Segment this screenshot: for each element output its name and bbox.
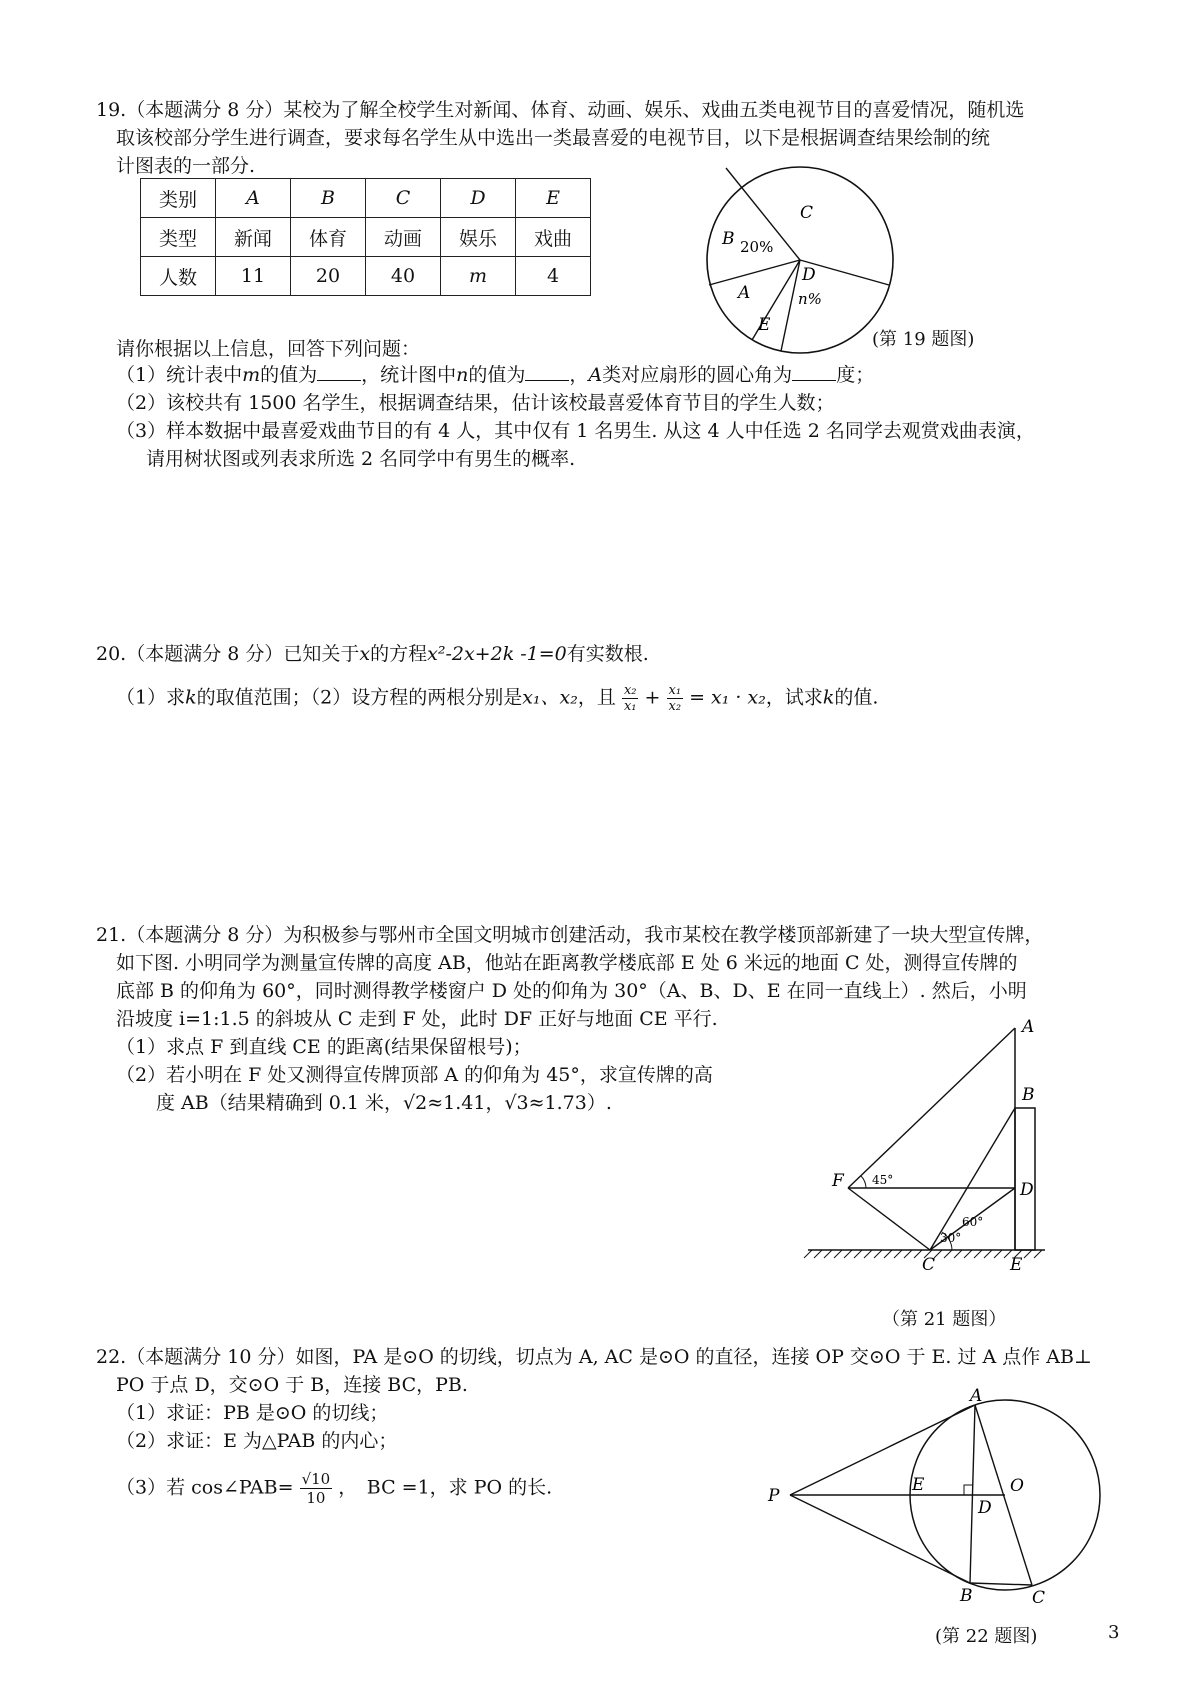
q22-stem-line2: PO 于点 D，交⊙O 于 B，连接 BC，PB. [116, 1374, 468, 1396]
table-row [141, 257, 591, 296]
table-cell: 体育 [291, 218, 366, 257]
label-d: D [978, 1498, 992, 1518]
q22-part1: （1）求证：PB 是⊙O 的切线； [116, 1402, 389, 1424]
q21-figure [800, 1017, 1060, 1280]
q19-figure-caption: (第 19 题图) [872, 329, 975, 350]
table-cell: 新闻 [216, 218, 291, 257]
label-c: C [922, 1255, 936, 1275]
pie-label-b: B [722, 229, 735, 249]
line-bc [970, 1583, 1032, 1585]
table-cell: 类别 [141, 179, 216, 218]
q22-part3: （3）若 cos∠PAB= $\frac{√10}{10}$ ， BC =1，求 PO 的长. [116, 1470, 553, 1507]
q20-part1: （1）求k的取值范围；（2）设方程的两根分别是x₁、x₂，且 $\frac{\text{x₂}}{\text{x₁}}$ + $\frac{\text{x₁}}{\text{x₂}}$ = x₁ · x₂，试求k的值. [116, 683, 879, 714]
answer-blank [525, 362, 569, 381]
label-c: C [1032, 1588, 1046, 1608]
answer-blank [317, 362, 361, 381]
q21-stem-line3: 底部 B 的仰角为 60°，同时测得教学楼窗户 D 处的仰角为 30°（A、B、D、E 在同一直线上）. 然后，小明 [116, 980, 1027, 1002]
q21-stem-line4: 沿坡度 i=1:1.5 的斜坡从 C 走到 F 处，此时 DF 正好与地面 CE 平行. [116, 1008, 718, 1030]
table-cell: 动画 [366, 218, 441, 257]
table-cell: B [291, 179, 366, 218]
table-cell: 40 [366, 257, 441, 296]
pie-label-e: E [758, 315, 771, 335]
q21-figure-caption: （第 21 题图） [882, 1309, 1007, 1330]
q19-stem-line2: 取该校部分学生进行调查，要求每名学生从中选出一类最喜爱的电视节目，以下是根据调查结果绘制的统 [116, 127, 991, 149]
label-angle-30: 30° [940, 1231, 962, 1245]
q21-part2-line1: （2）若小明在 F 处又测得宣传牌顶部 A 的仰角为 45°，求宣传牌的高 [116, 1064, 713, 1086]
label-o: O [1010, 1476, 1024, 1496]
q19-stem-line3: 计图表的一部分. [116, 155, 256, 177]
page-number: 3 [1108, 1622, 1120, 1643]
pie-label-a: A [738, 283, 751, 303]
table-cell: 20 [291, 257, 366, 296]
pie-label-b-percent: 20% [740, 238, 774, 256]
table-cell: 类型 [141, 218, 216, 257]
table-cell: 4 [516, 257, 591, 296]
table-row [141, 179, 591, 218]
q20-fraction-2: $\frac{\text{x₁}}{\text{x₂}}$ [668, 683, 682, 714]
answer-blank [792, 362, 836, 381]
line-fa [848, 1028, 1015, 1188]
pie-radius [709, 260, 800, 285]
q22-figure-caption: (第 22 题图) [935, 1626, 1038, 1647]
table-cell: m [441, 257, 516, 296]
label-a: A [1022, 1017, 1035, 1037]
label-d: D [1020, 1180, 1034, 1200]
q19-stem-line1: 19.（本题满分 8 分）某校为了解全校学生对新闻、体育、动画、娱乐、戏曲五类电视节目的喜爱情况，随机选 [96, 99, 1025, 121]
table-cell: 11 [216, 257, 291, 296]
table-cell: A [216, 179, 291, 218]
sign-board [1015, 1108, 1035, 1250]
q19-stat-table [140, 178, 591, 296]
q20-equation: x²-2x+2k -1=0 [427, 643, 567, 665]
label-e: E [1010, 1255, 1023, 1275]
angle-arc-45 [861, 1176, 866, 1188]
table-cell: E [516, 179, 591, 218]
table-cell: 人数 [141, 257, 216, 296]
q22-stem-line1: 22.（本题满分 10 分）如图，PA 是⊙O 的切线，切点为 A, AC 是⊙O 的直径，连接 OP 交⊙O 于 E. 过 A 点作 AB⊥ [96, 1346, 1092, 1368]
label-f: F [832, 1171, 844, 1191]
label-b: B [1022, 1085, 1035, 1105]
label-angle-45: 45° [872, 1173, 894, 1187]
table-cell: C [366, 179, 441, 218]
label-p: P [768, 1486, 780, 1506]
q19-part2: （2）该校共有 1500 名学生，根据调查结果，估计该校最喜爱体育节目的学生人数； [116, 392, 835, 414]
line-fc [848, 1188, 930, 1250]
label-e: E [912, 1475, 925, 1495]
q22-fraction: $\frac{√10}{10}$ [301, 1470, 331, 1507]
table-row [141, 218, 591, 257]
table-cell: D [441, 179, 516, 218]
table-cell: 戏曲 [516, 218, 591, 257]
q19-part1: （1）统计表中m的值为 ，统计图中n的值为 ，A类对应扇形的圆心角为 度； [116, 364, 875, 386]
right-angle-mark [964, 1485, 973, 1495]
q20-stem: 20.（本题满分 8 分）已知关于x的方程x²-2x+2k -1=0有实数根. [96, 643, 649, 665]
q21-part2-line2: 度 AB（结果精确到 0.1 米，√2≈1.41，√3≈1.73）. [156, 1092, 612, 1114]
label-a: A [970, 1386, 983, 1406]
pie-label-d: D [802, 265, 816, 285]
label-b: B [960, 1586, 973, 1606]
line-pb [790, 1495, 970, 1583]
q22-part2: （2）求证：E 为△PAB 的内心； [116, 1430, 398, 1452]
q19-part3-line2: 请用树状图或列表求所选 2 名同学中有男生的概率. [146, 448, 576, 470]
table-cell: 娱乐 [441, 218, 516, 257]
q22-figure [760, 1386, 1080, 1608]
pie-label-d-percent: n% [798, 290, 822, 308]
label-angle-60: 60° [962, 1215, 984, 1229]
q21-stem-line1: 21.（本题满分 8 分）为积极参与鄂州市全国文明城市创建活动，我市某校在教学楼顶部新建了一块大型宣传牌， [96, 924, 1044, 946]
q20-fraction-1: $\frac{\text{x₂}}{\text{x₁}}$ [623, 683, 637, 714]
line-pa [790, 1405, 975, 1495]
line-ab [970, 1405, 975, 1583]
q21-part1: （1）求点 F 到直线 CE 的距离(结果保留根号)； [116, 1036, 532, 1058]
q19-part3-line1: （3）样本数据中最喜爱戏曲节目的有 4 人，其中仅有 1 名男生. 从这 4 人中任选 2 名同学去观赏戏曲表演， [116, 420, 1035, 442]
pie-label-c: C [800, 203, 814, 223]
q19-intro: 请你根据以上信息，回答下列问题： [116, 338, 421, 360]
q21-stem-line2: 如下图. 小明同学为测量宣传牌的高度 AB，他站在距离教学楼底部 E 处 6 米远的地面 C 处，测得宣传牌的 [116, 952, 1018, 974]
